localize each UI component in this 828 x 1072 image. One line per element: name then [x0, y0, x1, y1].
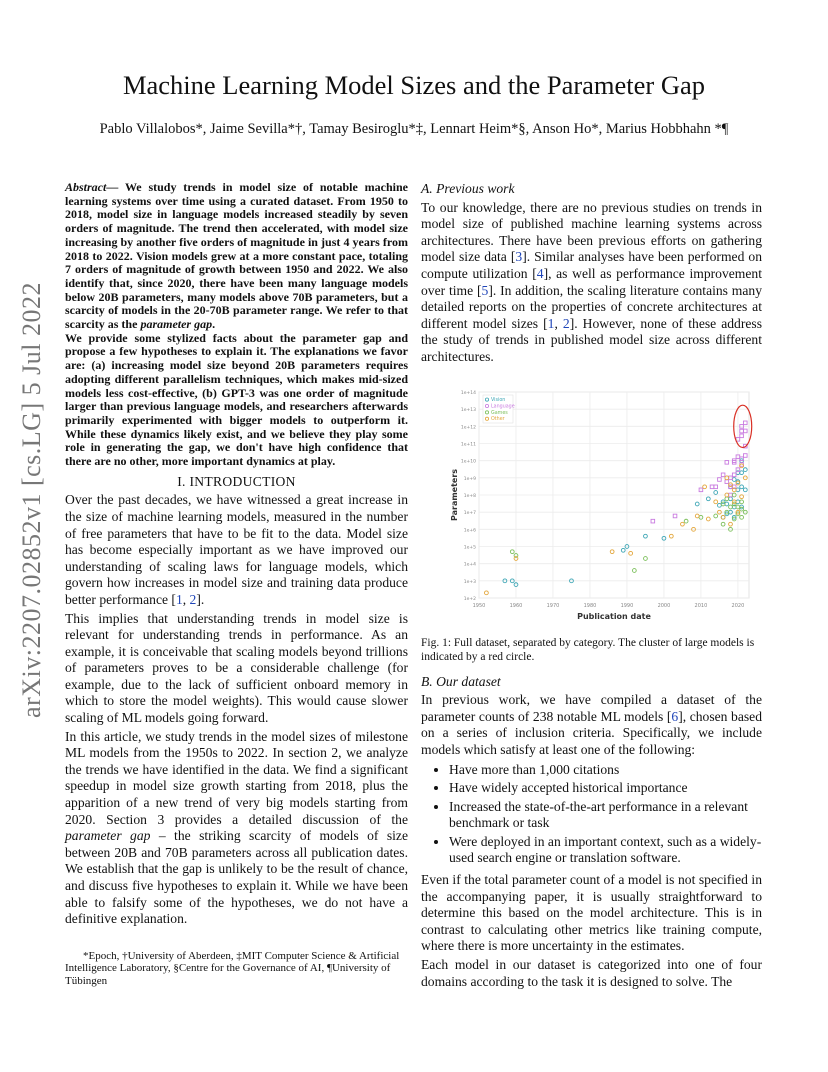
dataset-paragraph-2: Even if the total parameter count of a model is not specified in the accompanying paper, it is usually straightforward to determine this based on the model architecture. This is in contrast to calculating other metrics like training compute, where there is more uncertainty in the estimates. [421, 872, 762, 954]
y-tick-label: 1e+14 [460, 390, 476, 396]
author-list: Pablo Villalobos*, Jaime Sevilla*†, Tamay Besiroglu*‡, Lennart Heim*§, Anson Ho*, Marius Hobbhahn *¶ [99, 121, 729, 137]
legend-entry: Language [491, 403, 515, 409]
previous-work-paragraph: To our knowledge, there are no previous studies on trends in model size of published machine learning systems across architectures. There have been previous efforts on gathering model size data [3]. Similar analyses have been performed on compute utilization [4], as well as performance improvement over time [5]. In addition, the scaling literature contains many detailed reports on the properties of concrete architectures at different model sizes [1, 2]. However, none of these address the study of trends in published model size across different architectures. [421, 199, 763, 364]
citation-link[interactable]: 5 [481, 282, 489, 298]
citation-link[interactable]: 1 [547, 315, 555, 331]
y-tick-label: 1e+4 [463, 562, 476, 568]
abstract [65, 181, 408, 469]
abstract-label: Abstract— [65, 180, 119, 194]
x-tick-label: 2020 [731, 602, 745, 609]
list-item: • Have more than 1,000 citations [449, 762, 762, 779]
x-axis-label: Publication date [577, 611, 651, 621]
subsection-heading-previous-work: A. Previous work [421, 181, 515, 196]
intro-paragraph-1: Over the past decades, we have witnessed a great increase in the size of machine learning models, measured in the number of free parameters that have to be fit to the data. Model size has become especially important as we have improved our understanding of scaling laws for language models, which govern how increases in model size and training data produce better performance [1, 2]. [65, 492, 408, 607]
y-tick-label: 1e+11 [460, 442, 476, 448]
citation-link[interactable]: 3 [515, 249, 523, 265]
x-tick-label: 1970 [546, 602, 560, 609]
introduction-body [65, 492, 408, 927]
x-tick-label: 2010 [694, 602, 708, 609]
y-tick-label: 1e+6 [463, 527, 476, 533]
y-tick-label: 1e+3 [463, 579, 476, 585]
y-tick-label: 1e+13 [460, 407, 476, 413]
legend-entry: Other [491, 416, 505, 422]
scatter-chart [421, 380, 762, 630]
x-tick-label: 1950 [472, 602, 486, 609]
y-tick-label: 1e+7 [463, 510, 476, 516]
y-tick-label: 1e+8 [463, 493, 476, 499]
inclusion-criteria-list [421, 762, 762, 868]
paper-title: Machine Learning Model Sizes and the Parameter Gap [122, 70, 706, 100]
list-item: • Have widely accepted historical importance [449, 780, 762, 797]
arxiv-sidebar [12, 282, 52, 718]
citation-link[interactable]: 6 [671, 708, 679, 724]
list-item: • Were deployed in an important context, such as a widely-used search engine or translation software. [449, 834, 762, 867]
left-column [65, 181, 408, 988]
intro-paragraph-2: This implies that understanding trends in model size is relevant for understanding trends in performance. As an example, it is conceivable that scaling models beyond trillions of parameters proves to be a considerable challenge (for example, due to the lack of sufficient onboard memory in which to store the model weights). This would cause slower scaling of ML models going forward. [65, 610, 408, 726]
dataset-paragraph-3: Each model in our dataset is categorized into one of four domains according to the task it is designed to solve. The [421, 957, 762, 989]
subsection-heading-our-dataset: B. Our dataset [421, 673, 501, 689]
footnote: *Epoch, †University of Aberdeen, ‡MIT Computer Science & Artificial Intelligence Laboratory, §Centre for the Governance of AI, ¶University of Tübingen [65, 949, 400, 987]
y-tick-label: 1e+10 [460, 459, 476, 465]
y-axis-label: Parameters [450, 468, 459, 521]
y-tick-label: 1e+2 [463, 596, 476, 602]
x-tick-label: 2000 [657, 602, 671, 609]
citation-link[interactable]: 4 [536, 265, 544, 281]
dataset-paragraph-1: In previous work, we have compiled a dataset of the parameter counts of 238 notable ML models [6], chosen based on a series of inclusion criteria. Specifically, we include models which satisfy at least one of the following: [421, 692, 762, 757]
list-item: • Increased the state-of-the-art performance in a relevant benchmark or task [449, 799, 762, 832]
right-column [421, 181, 762, 992]
arxiv-id: arXiv:2207.02852v1 [cs.LG] 5 Jul 2022 [17, 282, 46, 718]
intro-paragraph-3: In this article, we study trends in the model sizes of milestone ML models from the 1950s to 2022. In section 2, we analyze the trends we have identified in the data. We find a significant speedup in model size growth starting from 2018, plus the apparition of a new trend of very big models starting from 2020. Section 3 provides a detailed discussion of the parameter gap – the striking scarcity of models of size between 20B and 70B parameters across all publication dates. We establish that the gap is unlikely to be the result of chance, and discuss five hypotheses to explain it. While we have been able to falsify some of the hypotheses, we do not have a definitive explanation. [65, 728, 408, 927]
y-tick-label: 1e+9 [463, 476, 476, 482]
abstract-paragraph-1: Abstract— We study trends in model size of notable machine learning systems over time using a curated dataset. From 1950 to 2018, model size in language models increased steadily by seven orders of magnitude. The trend then accelerated, with model size increasing by another five orders of magnitude in just 4 years from 2018 to 2022. Vision models grew at a more constant pace, totaling 7 orders of magnitude of growth between 1950 and 2022. We also identify that, since 2020, there have been many language models below 20B parameters, many models above 70B parameters, but a scarcity of models in the 20-70B parameter range. We refer to that scarcity as the parameter gap. [65, 180, 408, 332]
y-tick-label: 1e+12 [460, 424, 476, 430]
x-tick-label: 1960 [509, 602, 523, 609]
legend-entry: Games [491, 410, 508, 416]
citation-link[interactable]: 1 [175, 591, 183, 607]
citation-link[interactable]: 2 [189, 591, 197, 607]
figure-caption: Fig. 1: Full dataset, separated by category. The cluster of large models is indicated by a red circle. [421, 636, 755, 663]
legend-entry: Vision [491, 397, 506, 403]
figure-1 [421, 380, 762, 630]
x-tick-label: 1990 [620, 602, 634, 609]
parameter-gap-term: parameter gap [140, 317, 213, 332]
section-heading-introduction: I. INTRODUCTION [177, 473, 296, 489]
abstract-paragraph-2: We provide some stylized facts about the parameter gap and propose a few hypotheses to explain it. The explanations we favor are: (a) increasing model size beyond 20B parameters requires adopting different parallelism techniques, which makes mid-sized models less cost-effective, (b) GPT-3 was one order of magnitude larger than previous language models, and researchers afterwards primarily experimented with bigger models to outperform it. While these dynamics likely exist, and we believe they play some role in generating the gap, we don't have high confidence that there are no other, more important dynamics at play. [65, 330, 408, 469]
y-tick-label: 1e+5 [463, 545, 476, 551]
citation-link[interactable]: 2 [562, 315, 570, 331]
x-tick-label: 1980 [583, 602, 597, 609]
